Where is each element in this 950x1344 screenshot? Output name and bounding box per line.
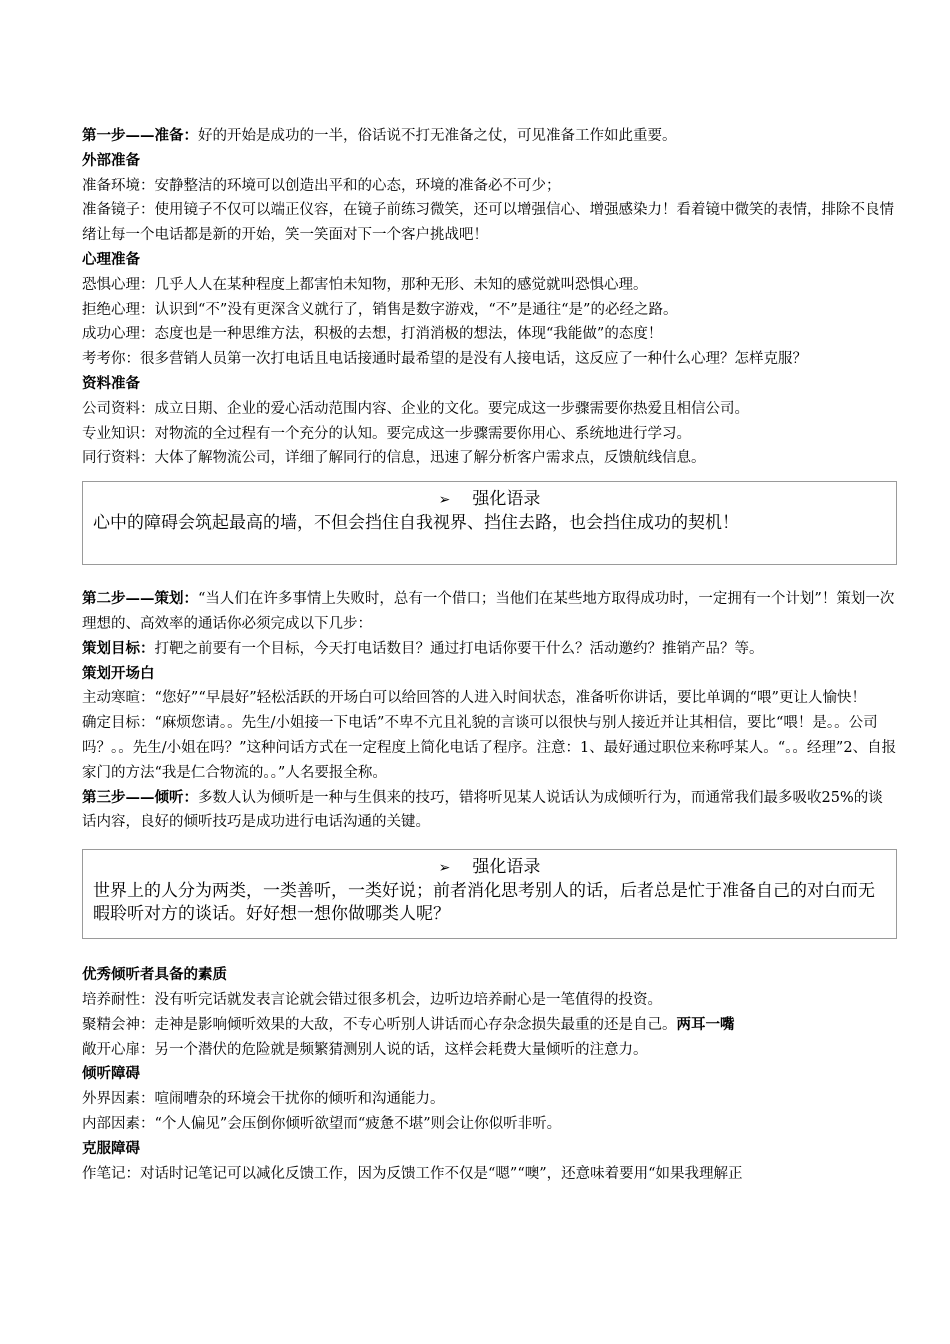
opening-heading: 策划开场白 (82, 664, 155, 682)
opening-item: 确定目标：“麻烦您请。。先生/小姐接一下电话”不卑不亢且礼貌的言谈可以很快与别人接近并让其相信，要比“喂！是。。公司吗？。。先生/小姐在吗？”这种问话方式在一定程度上简化电话了程序。注意：1、最好通过职位来称呼某人。“。。经理”2、自报家门的方法“我是仁合物流的。。”人名要报全称。 (82, 715, 897, 781)
listener-item: 敞开心扉：另一个潜伏的危险就是频繁猜测别人说的话，这样会耗费大量倾听的注意力。 (82, 1041, 648, 1058)
document-page (82, 124, 897, 1186)
step1-paragraph (82, 124, 897, 149)
step2-intro: “当人们在许多事情上失败时，总有一个借口；当他们在某些地方取得成功时，一定拥有一个计划”！策划一次理想的、高效率的通话你必须完成以下几步： (82, 591, 895, 632)
quote-box-text: 世界上的人分为两类，一类善听，一类好说；前者消化思考别人的话，后者总是忙于准备自己的对白而无暇聆听对方的谈话。好好想一想你做哪类人呢？ (93, 881, 875, 925)
step2-title: 第二步——策划： (82, 590, 198, 608)
listener-item-text: 聚精会神：走神是影响倾听效果的大敌，不专心听别人讲话而心存杂念损失最重的还是自己。 (82, 1016, 677, 1033)
quote-box-title-text: 强化语录 (472, 857, 541, 878)
listener-item: 培养耐性：没有听完话就发表言论就会错过很多机会，边听边培养耐心是一笔值得的投资。 (82, 991, 662, 1008)
material-prep-item: 同行资料：大体了解物流公司，详细了解同行的信息，迅速了解分析客户需求点，反馈航线信息。 (82, 450, 706, 467)
arrow-bullet-icon: ➢ (438, 492, 451, 509)
mental-prep-heading: 心理准备 (82, 250, 140, 268)
external-prep-item: 准备环境：安静整洁的环境可以创造出平和的心态，环境的准备必不可少； (82, 177, 561, 194)
material-prep-item: 公司资料：成立日期、企业的爱心活动范围内容、企业的文化。要完成这一步骤需要你热爱且相信公司。 (82, 400, 749, 417)
external-prep-item: 准备镜子：使用镜子不仅可以端正仪容，在镜子前练习微笑，还可以增强信心、增强感染力！看着镜中微笑的表情，排除不良情绪让每一个电话都是新的开始，笑一笑面对下一个客户挑战吧！ (82, 202, 894, 244)
quote-box-title (93, 856, 886, 880)
opening-item: 主动寒暄：“您好”“早晨好”轻松活跃的开场白可以给回答的人进入时间状态，准备听你讲话，要比单调的“喂”更让人愉快！ (82, 690, 866, 707)
overcome-heading: 克服障碍 (82, 1139, 140, 1157)
quote-box-1 (82, 481, 897, 565)
arrow-bullet-icon: ➢ (438, 860, 451, 877)
mental-prep-item: 考考你：很多营销人员第一次打电话且电话接通时最希望的是没有人接电话，这反应了一种什么心理？怎样克服？ (82, 351, 807, 368)
plan-goal-label: 策划目标： (82, 639, 155, 657)
mental-prep-item: 成功心理：态度也是一种思维方法，积极的去想，打消消极的想法，体现“我能做”的态度！ (82, 326, 663, 343)
listener-item (82, 1013, 897, 1038)
material-prep-heading: 资料准备 (82, 374, 140, 392)
obstacles-heading: 倾听障碍 (82, 1065, 140, 1083)
quote-box-text: 心中的障碍会筑起最高的墙，不但会挡住自我视界、挡住去路，也会挡住成功的契机！ (93, 513, 739, 534)
step1-title: 第一步——准备： (82, 127, 198, 144)
quote-box-2 (82, 849, 897, 939)
plan-goal-text: 打靶之前要有一个目标，今天打电话数目？通过打电话你要干什么？活动邀约？推销产品？等。 (154, 640, 764, 657)
step3-intro: 多数人认为倾听是一种与生俱来的技巧，错将听见某人说话认为成倾听行为，而通常我们最多吸收25%的谈话内容，良好的倾听技巧是成功进行电话沟通的关键。 (82, 789, 883, 831)
obstacle-item: 内部因素：“个人偏见”会压倒你倾听欲望而“疲惫不堪”则会让你似听非听。 (82, 1115, 562, 1132)
step2-paragraph (82, 587, 897, 637)
step1-intro: 好的开始是成功的一半，俗话说不打无准备之仗，可见准备工作如此重要。 (198, 128, 677, 144)
overcome-item: 作笔记：对话时记笔记可以减化反馈工作，因为反馈工作不仅是“嗯”“噢”，还意味着要用“如果我理解正 (82, 1165, 743, 1182)
spacer (82, 565, 897, 587)
spacer (82, 939, 897, 963)
obstacle-item: 外界因素：喧闹嘈杂的环境会干扰你的倾听和沟通能力。 (82, 1091, 445, 1108)
material-prep-item: 专业知识：对物流的全过程有一个充分的认知。要完成这一步骤需要你用心、系统地进行学习。 (82, 425, 691, 442)
step3-title: 第三步——倾听： (82, 788, 198, 806)
external-prep-heading: 外部准备 (82, 151, 140, 169)
plan-goal-paragraph (82, 637, 897, 662)
listener-item-bold: 两耳一嘴 (676, 1015, 735, 1033)
step3-paragraph (82, 786, 897, 836)
listener-heading: 优秀倾听者具备的素质 (82, 966, 227, 984)
quote-box-title-text: 强化语录 (472, 489, 541, 510)
mental-prep-item: 恐惧心理：几乎人人在某种程度上都害怕未知物，那种无形、未知的感觉就叫恐惧心理。 (82, 276, 648, 293)
mental-prep-item: 拒绝心理：认识到“不”没有更深含义就行了，销售是数字游戏，“不”是通往“是”的必经之路。 (82, 301, 678, 318)
quote-box-title (93, 488, 886, 512)
